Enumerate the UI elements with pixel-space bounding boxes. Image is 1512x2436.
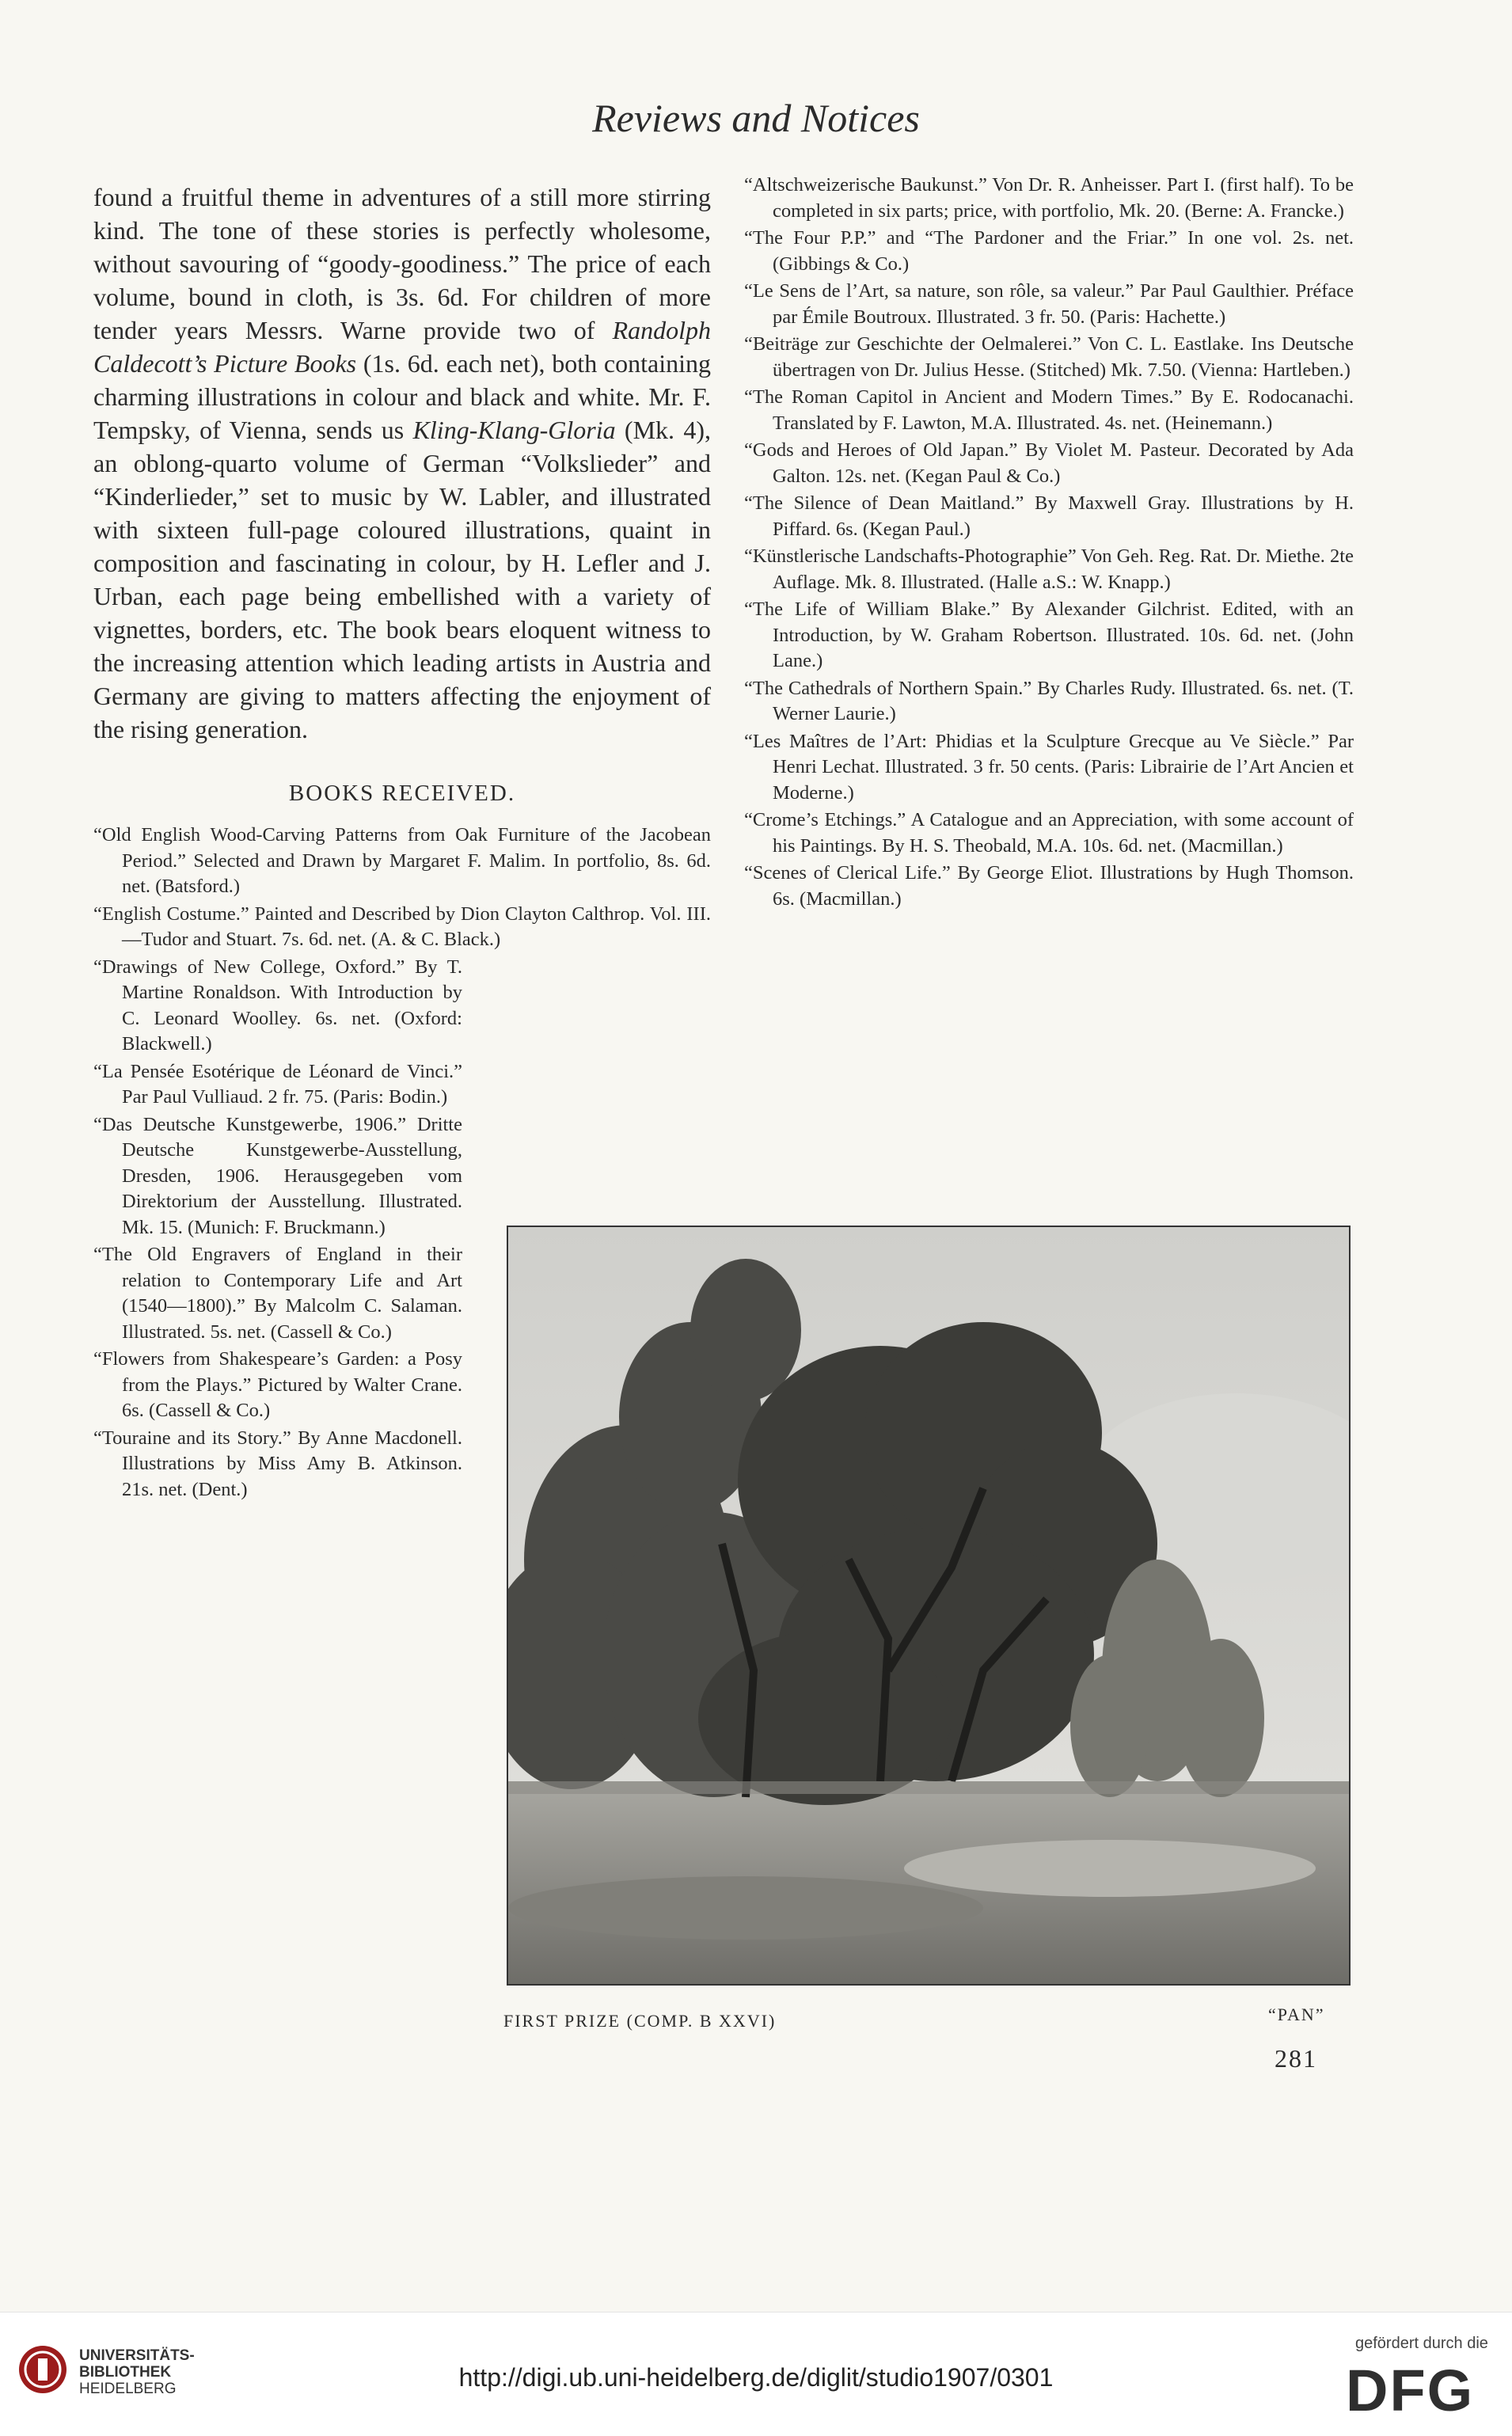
page-number: 281 [1275,2044,1317,2073]
landscape-painting [507,1226,1351,1986]
book-entry: “Altschweizerische Baukunst.” Von Dr. R. Anheisser. Part I. (first half). To be completed in six parts; price, with portfolio, Mk. 20. (Berne: A. Francke.) [744,174,1354,222]
book-entry: “English Costume.” Painted and Described by Dion Clayton Calthrop. Vol. III.—Tudor and Stuart. 7s. 6d. net. (A. & C. Black.) [93,903,711,950]
book-entry: “Drawings of New College, Oxford.” By T. Martine Ronaldson. With Introduction by C. Leonard Woolley. 6s. net. (Oxford: Blackwell.) [93,956,462,1055]
intro-text-3: (Mk. 4), an oblong-quarto volume of German “Volkslieder” and “Kinderlieder,” set to music by W. Labler, and illustrated with sixteen full-page coloured illustrations, quaint in composition and fascinating in colour, by H. Lefler and J. Urban, each page being embellished with a variety of vignettes, borders, etc. The book bears eloquent witness to the increasing attention which leading artists in Austria and Germany are giving to matters affecting the enjoyment of the rising generation. [93,416,712,743]
book-entry: “Le Sens de l’Art, sa nature, son rôle, sa valeur.” Par Paul Gaulthier. Préface par Émile Boutroux. Illustrated. 3 fr. 50. (Paris: Hachette.) [744,280,1354,328]
book-entry: “The Silence of Dean Maitland.” By Maxwell Gray. Illustrations by H. Piffard. 6s. (Kegan Paul.) [744,492,1354,540]
book-entry: “The Roman Capitol in Ancient and Modern Times.” By E. Rodocanachi. Translated by F. Lawton, M.A. Illustrated. 4s. net. (Heinemann.) [744,386,1354,434]
intro-text-1: found a fruitful theme in adventures of a still more stirring kind. The tone of these stories is perfectly wholesome, without savouring of “goody-goodiness.” The price of each volume, bound in cloth, is 3s. 6d. For children of more tender years Messrs. Warne provide two of [93,183,711,344]
intro-book-title-2: Kling-Klang-Gloria [412,416,616,444]
sponsor-label: gefördert durch die [1355,2335,1488,2352]
book-entry: “The Four P.P.” and “The Pardoner and the Friar.” In one vol. 2s. net. (Gibbings & Co.) [744,227,1354,275]
right-column [744,173,1354,914]
intro-paragraph [93,181,711,746]
landscape-painting-image [508,1227,1349,1984]
book-entry: “Old English Wood-Carving Patterns from Oak Furniture of the Jacobean Period.” Selected and Drawn by Margaret F. Malim. In portfolio, 8s. 6d. net. (Batsford.) [93,824,711,897]
book-entry: “The Cathedrals of Northern Spain.” By Charles Rudy. Illustrated. 6s. net. (T. Werner Laurie.) [744,677,1354,724]
intro-text-2: (1s. 6d. each net), both containing charming illustrations in colour and black and white. Mr. F. Tempsky, of Vienna, sends us [93,349,712,444]
book-entry: “Les Maîtres de l’Art: Phidias et la Sculpture Grecque au Ve Siècle.” Par Henri Lechat. Illustrated. 3 fr. 50 cents. (Paris: Librairie de l’Art Ancien et Moderne.) [744,730,1354,804]
book-entry: “Scenes of Clerical Life.” By George Eliot. Illustrations by Hugh Thomson. 6s. (Macmillan.) [744,862,1354,910]
dfg-logo[interactable]: DFG [1346,2358,1475,2423]
book-entry: “Beiträge zur Geschichte der Oelmalerei.” Von C. L. Eastlake. Ins Deutsche übertragen von Dr. Julius Hesse. (Stitched) Mk. 7.50. (Vienna: Hartleben.) [744,333,1354,381]
library-name-line: UNIVERSITÄTS- [79,2347,195,2364]
book-entry: “Flowers from Shakespeare’s Garden: a Posy from the Plays.” Pictured by Walter Crane. 6s. (Cassell & Co.) [93,1348,462,1421]
image-caption-right: “PAN” [1268,2005,1325,2024]
library-name-line: BIBLIOTHEK [79,2364,172,2381]
book-entry: “Touraine and its Story.” By Anne Macdonell. Illustrations by Miss Amy B. Atkinson. 21s. net. (Dent.) [93,1427,462,1500]
book-entry: “Künstlerische Landschafts-Photographie” Von Geh. Reg. Rat. Dr. Miethe. 2te Auflage. Mk. 8. Illustrated. (Halle a.S.: W. Knapp.) [744,545,1354,593]
book-entry: “The Life of William Blake.” By Alexander Gilchrist. Edited, with an Introduction, by W. Graham Robertson. Illustrated. 10s. 6d. net. (John Lane.) [744,599,1354,671]
page-header: Reviews and Notices [592,96,920,140]
book-entry: “La Pensée Esotérique de Léonard de Vinci.” Par Paul Vulliaud. 2 fr. 75. (Paris: Bodin.) [93,1060,462,1108]
permalink-url[interactable]: http://digi.ub.uni-heidelberg.de/diglit/studio1907/0301 [458,2363,1054,2392]
image-caption-left: FIRST PRIZE (COMP. B XXVI) [503,2011,777,2031]
book-entry: “Das Deutsche Kunstgewerbe, 1906.” Dritte Deutsche Kunstgewerbe-Ausstellung, Dresden, 1906. Herausgegeben vom Direktorium der Ausstellung. Illustrated. Mk. 15. (Munich: F. Bruckmann.) [93,1113,462,1238]
book-entry: “Gods and Heroes of Old Japan.” By Violet M. Pasteur. Decorated by Ada Galton. 12s. net. (Kegan Paul & Co.) [744,439,1354,487]
books-received-heading: BOOKS RECEIVED. [288,781,516,806]
viewer-footer [0,2312,1512,2436]
book-entry: “Crome’s Etchings.” A Catalogue and an Appreciation, with some account of his Paintings. By H. S. Theobald, M.A. 10s. 6d. net. (Macmillan.) [744,809,1354,857]
intro-book-title-1: Randolph Caldecott’s Picture Books [93,316,711,378]
library-name-line: HEIDELBERG [79,2381,177,2397]
book-entry: “The Old Engravers of England in their relation to Contemporary Life and Art (1540—1800).” By Malcolm C. Salaman. Illustrated. 5s. net. (Cassell & Co.) [93,1244,462,1343]
